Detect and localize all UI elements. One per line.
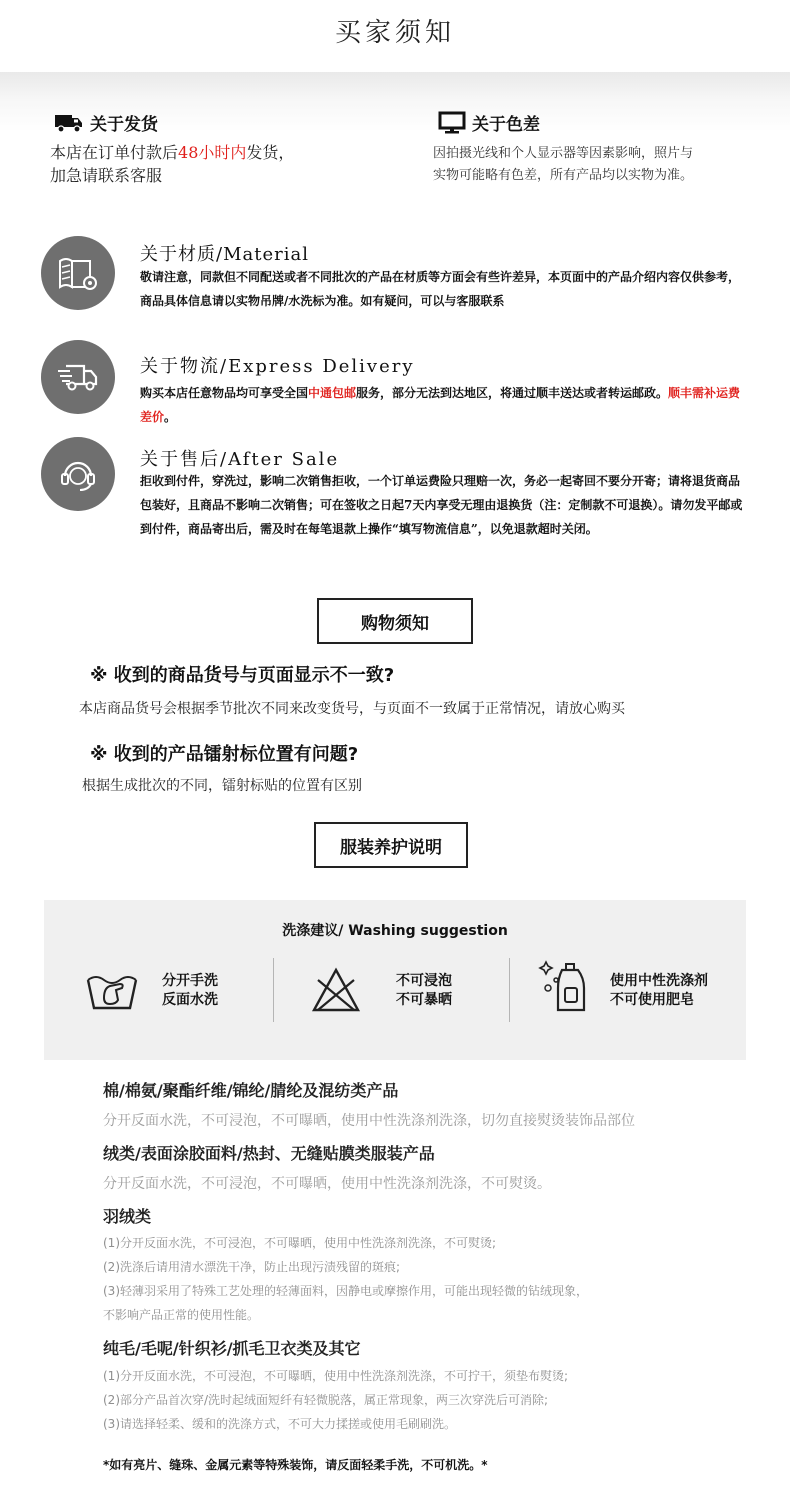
washing-title: 洗涤建议/ Washing suggestion xyxy=(282,923,508,939)
category-4-line: (2)部分产品首次穿/洗时起绒面短纤有轻微脱落，属正常现象，两三次穿洗后可消除; xyxy=(103,1393,549,1407)
shipping-title: 关于发货 xyxy=(90,115,158,135)
color-diff-header xyxy=(438,110,540,135)
wash-item-3-text xyxy=(610,972,708,1010)
delivery-text xyxy=(140,381,750,429)
footer-note: *如有亮片、缝珠、金属元素等特殊装饰，请反面轻柔手洗，不可机洗。* xyxy=(103,1458,488,1472)
wash-item-1-text xyxy=(162,972,218,1010)
category-4-line: (3)请选择轻柔、缓和的洗涤方式，不可大力揉搓或使用毛刷刷洗。 xyxy=(103,1417,457,1431)
category-1-title: 棉/棉氨/聚酯纤维/锦纶/腈纶及混纺类产品 xyxy=(103,1081,399,1100)
category-4-line: (1)分开反面水洗，不可浸泡，不可曝晒，使用中性洗涤剂洗涤，不可拧干，须垫布熨烫; xyxy=(103,1369,569,1383)
washing-panel xyxy=(44,900,746,1060)
wash-item-1-line2: 反面水洗 xyxy=(162,992,218,1008)
delivery-free-shipping: 中通包邮 xyxy=(308,386,357,400)
material-text: 敬请注意，同款但不同配送或者不同批次的产品在材质等方面会有些许差异，本页面中的产品介绍内容仅供参考，商品具体信息请以实物吊牌/水洗标为准。如有疑问，可以与客服联系 xyxy=(140,270,741,308)
delivery-sf-surcharge: 顺丰需补运费差价 xyxy=(140,386,741,424)
faq-answer-1: 本店商品货号会根据季节批次不同来改变货号，与页面不一致属于正常情况，请放心购买 xyxy=(79,701,625,717)
shipping-text xyxy=(50,141,390,187)
shipping-text-suffix: 发货， xyxy=(246,143,295,162)
wash-item-2-line2: 不可暴晒 xyxy=(396,992,452,1008)
wash-divider-1 xyxy=(273,958,274,1022)
color-diff-line2: 实物可能略有色差，所有产品均以实物为准。 xyxy=(433,168,694,183)
care-instructions-label: 服装养护说明 xyxy=(314,822,468,868)
headset-icon xyxy=(58,454,98,494)
delivery-text-b: 服务，部分无法到达地区，将通过顺丰送达或者转运邮政。 xyxy=(356,386,669,400)
delivery-text-a: 购买本店任意物品均可享受全国 xyxy=(140,386,309,400)
color-diff-text xyxy=(433,143,763,187)
category-2-text: 分开反面水洗，不可浸泡，不可曝晒，使用中性洗涤剂洗涤，不可熨烫。 xyxy=(103,1176,551,1192)
category-3-text xyxy=(103,1231,588,1327)
color-diff-title: 关于色差 xyxy=(472,115,540,135)
hand-wash-icon xyxy=(84,968,140,1014)
wash-divider-2 xyxy=(509,958,510,1022)
faq-question-1: ※ 收到的商品货号与页面显示不一致? xyxy=(90,665,395,686)
category-4-title: 纯毛/毛呢/针织衫/抓毛卫衣类及其它 xyxy=(103,1339,361,1358)
category-3-title: 羽绒类 xyxy=(103,1207,152,1226)
shipping-header xyxy=(54,110,158,135)
delivery-title: 关于物流/Express Delivery xyxy=(140,356,415,377)
delivery-circle xyxy=(41,340,115,414)
faq-question-2: ※ 收到的产品镭射标位置有问题? xyxy=(90,744,359,765)
shipping-highlight: 48小时内 xyxy=(178,143,247,162)
material-circle xyxy=(41,236,115,310)
shipping-text-prefix: 本店在订单付款后 xyxy=(50,143,179,162)
page-title: 买家须知 xyxy=(334,18,455,48)
after-sale-title: 关于售后/After Sale xyxy=(140,449,340,470)
faq-answer-2: 根据生成批次的不同，镭射标贴的位置有区别 xyxy=(82,778,362,794)
category-4-text xyxy=(103,1364,568,1436)
wash-item-3-line1: 使用中性洗涤剂 xyxy=(610,973,708,989)
color-diff-line1: 因拍摄光线和个人显示器等因素影响，照片与 xyxy=(433,146,694,161)
wash-item-2-line1: 不可浸泡 xyxy=(396,973,452,989)
category-2-title: 绒类/表面涂胶面料/热封、无缝贴膜类服装产品 xyxy=(103,1144,435,1163)
wash-item-3-line2: 不可使用肥皂 xyxy=(610,992,694,1008)
category-3-line: (1)分开反面水洗，不可浸泡，不可曝晒，使用中性洗涤剂洗涤，不可熨烫; xyxy=(103,1236,497,1250)
shipping-contact: 加急请联系客服 xyxy=(50,166,163,185)
wash-item-1-line1: 分开手洗 xyxy=(162,973,218,989)
category-3-line: (3)轻薄羽采用了特殊工艺处理的轻薄面料，因静电或摩擦作用，可能出现轻微的钻绒现象， xyxy=(103,1284,589,1298)
delivery-truck-icon xyxy=(56,360,100,394)
after-sale-text: 拒收到付件，穿洗过，影响二次销售拒收，一个订单运费险只理赔一次，务必一起寄回不要分开寄；请将退货商品包装好，且商品不影响二次销售；可在签收之日起7天内享受无理由退换货（注：定制款不可退换）。请勿发平邮或到付件，商品寄出后，需及时在每笔退款上操作“填写物流信息”，以免退款超时关闭。 xyxy=(140,474,743,536)
detergent-icon xyxy=(534,958,590,1016)
no-bleach-icon xyxy=(310,966,362,1014)
delivery-text-c: 。 xyxy=(164,410,177,424)
shopping-notice-label: 购物须知 xyxy=(317,598,473,644)
truck-icon xyxy=(54,112,84,134)
category-3-line: (2)洗涤后请用清水漂洗干净，防止出现污渍残留的斑痕; xyxy=(103,1260,401,1274)
after-sale-circle xyxy=(41,437,115,511)
category-3-line: 不影响产品正常的使用性能。 xyxy=(103,1308,260,1322)
monitor-icon xyxy=(438,111,466,135)
wash-item-2-text xyxy=(396,972,452,1010)
category-1-text: 分开反面水洗，不可浸泡，不可曝晒，使用中性洗涤剂洗涤，切勿直接熨烫装饰品部位 xyxy=(103,1113,635,1129)
material-title: 关于材质/Material xyxy=(140,244,309,265)
fabric-roll-icon xyxy=(56,253,100,293)
